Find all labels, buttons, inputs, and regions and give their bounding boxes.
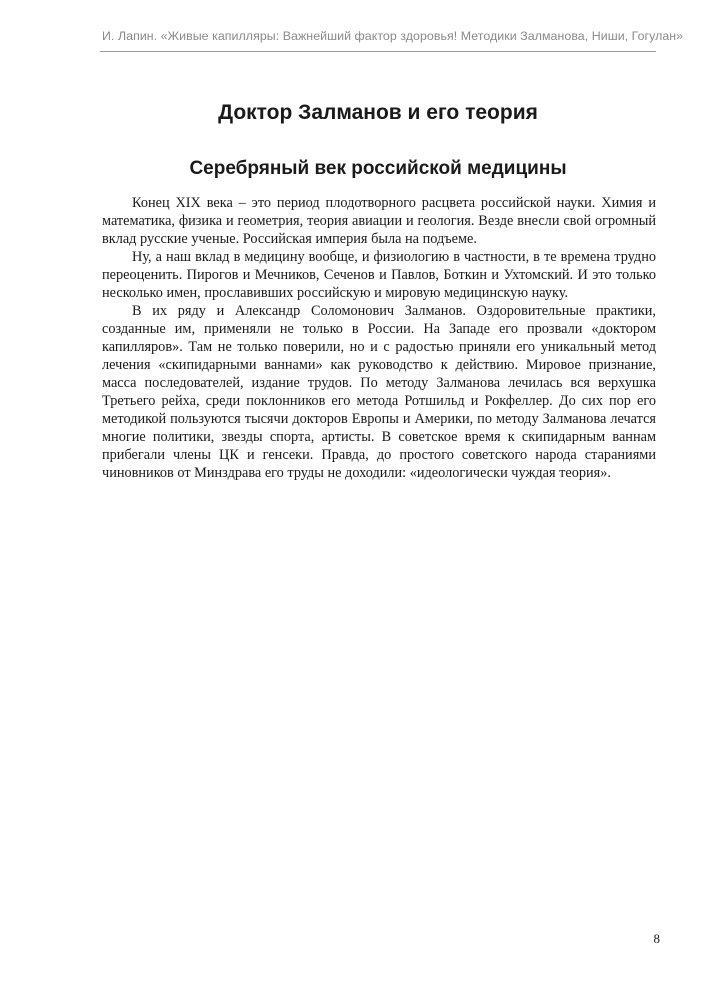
section-title: Серебряный век российской медицины bbox=[189, 158, 567, 179]
page-number: 8 bbox=[653, 931, 660, 946]
running-header: И. Лапин. «Живые капилляры: Важнейший фактор здоровья! Методики Залманова, Ниши, Гогулан» bbox=[102, 29, 684, 43]
chapter-title: Доктор Залманов и его теория bbox=[218, 101, 538, 124]
body-text bbox=[102, 194, 656, 482]
paragraph: В их ряду и Александр Соломонович Залманов. Оздоровительные практики, созданные им, применяли не только в России. На Западе его прозвали «доктором капилляров». Там не только поверили, но и с радостью приняли его уникальный метод лечения «скипидарными ваннами» как руководство к действию. Мировое признание, масса последователей, издание трудов. По методу Залманова лечилась вся верхушка Третьего рейха, среди поклонников его метода Ротшильд и Рокфеллер. До сих пор его методикой пользуются тысячи докторов Европы и Америки, по методу Залманова лечатся многие политики, звезды спорта, артисты. В советское время к скипидарным ваннам прибегали члены ЦК и генсеки. Правда, до простого советского народа стараниями чиновников от Минздрава его труды не доходили: «идеологически чуждая теория». bbox=[102, 303, 656, 481]
paragraph: Ну, а наш вклад в медицину вообще, и физиологию в частности, в те времена трудно переоценить. Пирогов и Мечников, Сеченов и Павлов, Боткин и Ухтомский. И это только несколько имен, прославивших российскую и мировую медицинскую науку. bbox=[102, 249, 656, 301]
paragraph: Конец XIX века – это период плодотворного расцвета российской науки. Химия и математика, физика и геометрия, теория авиации и геология. Везде внесли свой огромный вклад русские ученые. Российская империя была на подъеме. bbox=[102, 195, 656, 247]
header-divider bbox=[100, 51, 656, 52]
